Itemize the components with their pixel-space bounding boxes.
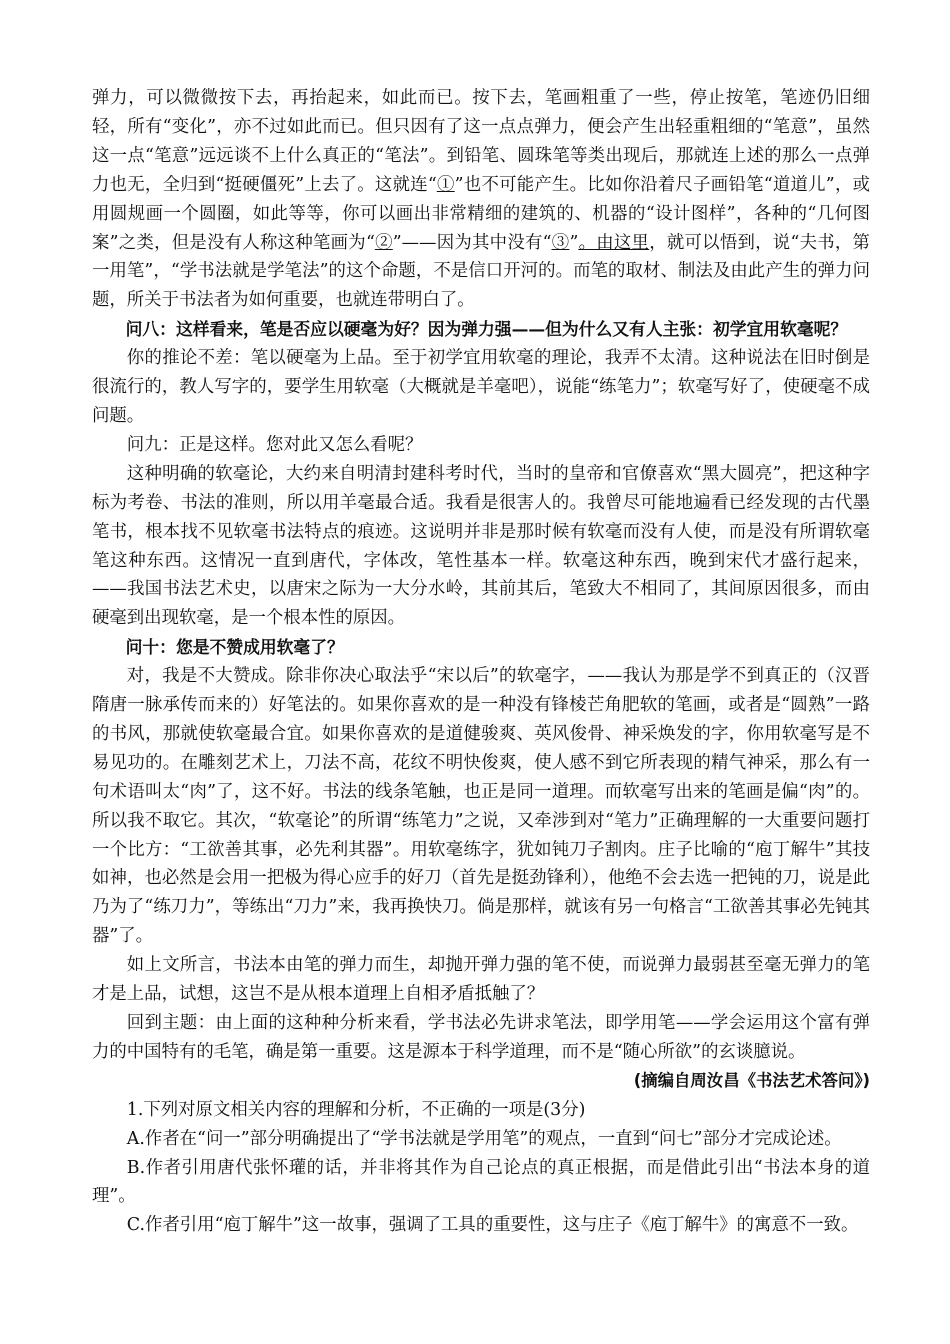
underlined-phrase: 。由这里: [578, 232, 650, 253]
paragraph-1-text-a: 弹力，可以微微按下去，再抬起来，如此而已。按下去，笔画粗重了一些，停止按笔，笔迹仍旧细轻，所有“变化”，亦不过如此而已。但只因有了这一点点弹力，便会产生出轻重粗细的“笔意”，虽然这一点“笔意”远远谈不上什么真正的“笔法”。到铅笔、圆珠笔等类出现后，那就连上述的那么一点弹力也无，全归到“挺硬僵死”上去了。这就连“: [92, 88, 870, 195]
paragraph-1: [92, 84, 870, 315]
paragraph-1-text-d: ”: [569, 232, 579, 253]
question-1-stem: 1.下列对原文相关内容的理解和分析，不正确的一项是(3分): [126, 1099, 586, 1120]
question-1-option-b: B.作者引用唐代张怀瓘的话，并非将其作为自己论点的真正根据，而是借此引出“书法本身的道理”。: [92, 1157, 870, 1207]
answer-8: 你的推论不差：笔以硬毫为上品。至于初学宜用软毫的理论，我弄不太清。这种说法在旧时倒是很流行的，教人写字的，要学生用软毫（大概就是羊毫吧），说能“练笔力”；软毫写好了，使硬毫不成问题。: [92, 348, 870, 426]
blank-1: ①: [436, 174, 455, 195]
document-page: [92, 84, 870, 1240]
paragraph-conclusion: 回到主题：由上面的这种种分析来看，学书法必先讲求笔法，即学用笔——学会运用这个富有弹力的中国特有的毛笔，确是第一重要。这是源本于科学道理，而不是“随心所欲”的玄谈臆说。: [92, 1013, 870, 1062]
paragraph-contradiction: 如上文所言，书法本由笔的弹力而生，却抛开弹力强的笔不使，而说弹力最弱甚至毫无弹力的笔才是上品，试想，这岂不是从根本道理上自相矛盾抵触了？: [92, 955, 870, 1005]
question-1-option-c: C.作者引用“庖丁解牛”这一故事，强调了工具的重要性，这与庄子《庖丁解牛》的寓意不一致。: [126, 1215, 859, 1236]
paragraph-1-text-c: ”——因为其中没有“: [392, 232, 552, 253]
answer-10: 对，我是不大赞成。除非你决心取法乎“宋以后”的软毫字，——我认为那是学不到真正的（汉晋隋唐一脉承传而来的）好笔法的。如果你喜欢的是一种没有锋棱芒角肥软的笔画，或者是“圆熟”一路的书风，那就使软毫最合宜。如果你喜欢的是道健骏爽、英风俊骨、神采焕发的字，你用软毫写是不易见功的。在雕刻艺术上，刀法不高，花纹不明快俊爽，使人感不到它所表现的精气神采，那么有一句术语叫太“肉”了，这不好。书法的线条笔触，也正是同一道理。而软毫写出来的笔画是偏“肉”的。所以我不取它。其次，“软毫论”的所谓“练笔力”之说，又牵涉到对“笔力”正确理解的一大重要问题打一个比方：“工欲善其事，必先利其器”。用软毫练字，犹如钝刀子割肉。庄子比喻的“庖丁解牛”其技如神，也必然是会用一把极为得心应手的好刀（首先是挺劲锋利），他绝不会去选一把钝的刀，说是此乃为了“练刀力”，等练出“刀力”来，我再换快刀。倘是那样，就该有另一句格言“工欲善其事必先钝其器”了。: [92, 666, 870, 947]
blank-2: ②: [374, 232, 393, 253]
question-1-option-a: A.作者在“问一”部分明确提出了“学书法就是学用笔”的观点，一直到“问七”部分才完成论述。: [126, 1128, 842, 1149]
paragraph-1-text-f: ，就可以悟到，说“夫书，第一用笔”，“学书法就是学笔法”的这个命题，不是信口开河的。而笔的取材、制法及由此产生的弹力问题，所关于书法者为如何重要，也就连带明白了。: [92, 232, 870, 311]
question-9-heading: 问九：正是这样。您对此又怎么看呢？: [126, 434, 423, 455]
question-8-heading: 问八：这样看来，笔是否应以硬毫为好？因为弹力强——但为什么又有人主张：初学宜用软毫呢？: [125, 319, 848, 340]
source-citation: (摘编自周汝昌《书法艺术答问》): [633, 1070, 870, 1090]
answer-9: 这种明确的软毫论，大约来自明清封建科考时代，当时的皇帝和官僚喜欢“黑大圆亮”，把这种字标为考卷、书法的准则，所以用羊毫最合适。我看是很害人的。我曾尽可能地遍看已经发现的古代墨笔书，根本找不见软毫书法特点的痕迹。这说明并非是那时候有软毫而没有人使，而是没有所谓软毫笔这种东西。这情况一直到唐代，字体改，笔性基本一样。软毫这种东西，晚到宋代才盛行起来，——我国书法艺术史，以唐宋之际为一大分水岭，其前其后，笔致大不相同了，其间原因很多，而由硬毫到出现软毫，是一个根本性的原因。: [92, 463, 870, 629]
question-10-heading: 问十：您是不赞成用软毫了？: [125, 637, 344, 658]
paragraph-1-text-b: ”也不可能产生。比如你沿着尺子画铅笔“道道儿”，或用圆规画一个圆圈，如此等等，你可以画出非常精细的建筑的、机器的“设计图样”，各种的“几何图案”之类，但是没有人称这种笔画为“: [92, 174, 870, 253]
blank-3: ③: [551, 232, 570, 253]
